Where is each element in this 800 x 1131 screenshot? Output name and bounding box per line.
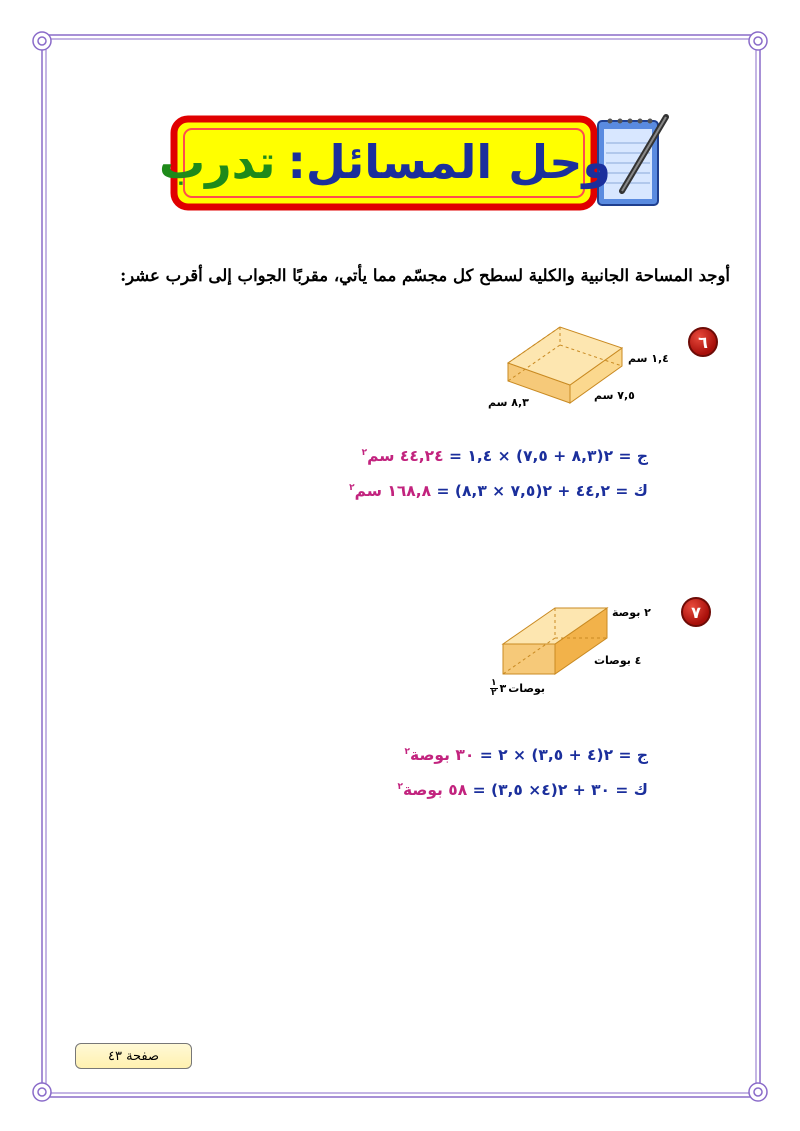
problem-number-badge: ٦	[688, 327, 718, 357]
lateral-area-equation	[405, 746, 648, 764]
total-area-equation	[397, 781, 648, 799]
title-part2: وحل المسائل:	[287, 135, 612, 189]
dimension-height: ٢ بوصة	[612, 606, 651, 619]
equation-result: ٤٤,٢٤ سم$^٢$	[361, 447, 444, 465]
lateral-area-equation	[362, 447, 648, 465]
equation-lead: ج = ٢(٤ + ٣,٥) × ٢ =	[479, 746, 648, 764]
rectangular-prism-figure	[503, 608, 607, 674]
dimension-length: ٨,٣ سم	[488, 396, 529, 409]
equation-lead: ج = ٢(٨,٣ + ٧,٥) × ١,٤ =	[449, 447, 648, 465]
length-unit: بوصات	[508, 682, 546, 695]
dimension-height: ١,٤ سم	[628, 352, 669, 365]
equation-lead: ك = ٣٠ + ٢(٤× ٣,٥) =	[472, 781, 648, 799]
page-title	[158, 117, 612, 207]
dimension-width: ٧,٥ سم	[594, 389, 635, 402]
title-part1: تدرب	[158, 135, 276, 189]
dimension-length	[490, 679, 545, 698]
page-number-label: صفحة ٤٣	[75, 1043, 192, 1069]
total-area-equation	[349, 482, 648, 500]
equation-result: ٣٠ بوصة$^٢$	[404, 746, 475, 764]
instructions: أوجد المساحة الجانبية والكلية لسطح كل مجسّم مما يأتي، مقربًا الجواب إلى أقرب عشر:	[120, 266, 730, 285]
length-fraction: ١ ٢	[491, 678, 497, 698]
equation-lead: ك = ٤٤,٢ + ٢(٧,٥ × ٨,٣) =	[436, 482, 648, 500]
equation-result: ١٦٨,٨ سم$^٢$	[349, 482, 432, 500]
equation-result: ٥٨ بوصة$^٢$	[397, 781, 468, 799]
length-whole: ٣	[499, 682, 507, 695]
problem-number-badge: ٧	[681, 597, 711, 627]
dimension-width: ٤ بوصات	[594, 654, 642, 667]
